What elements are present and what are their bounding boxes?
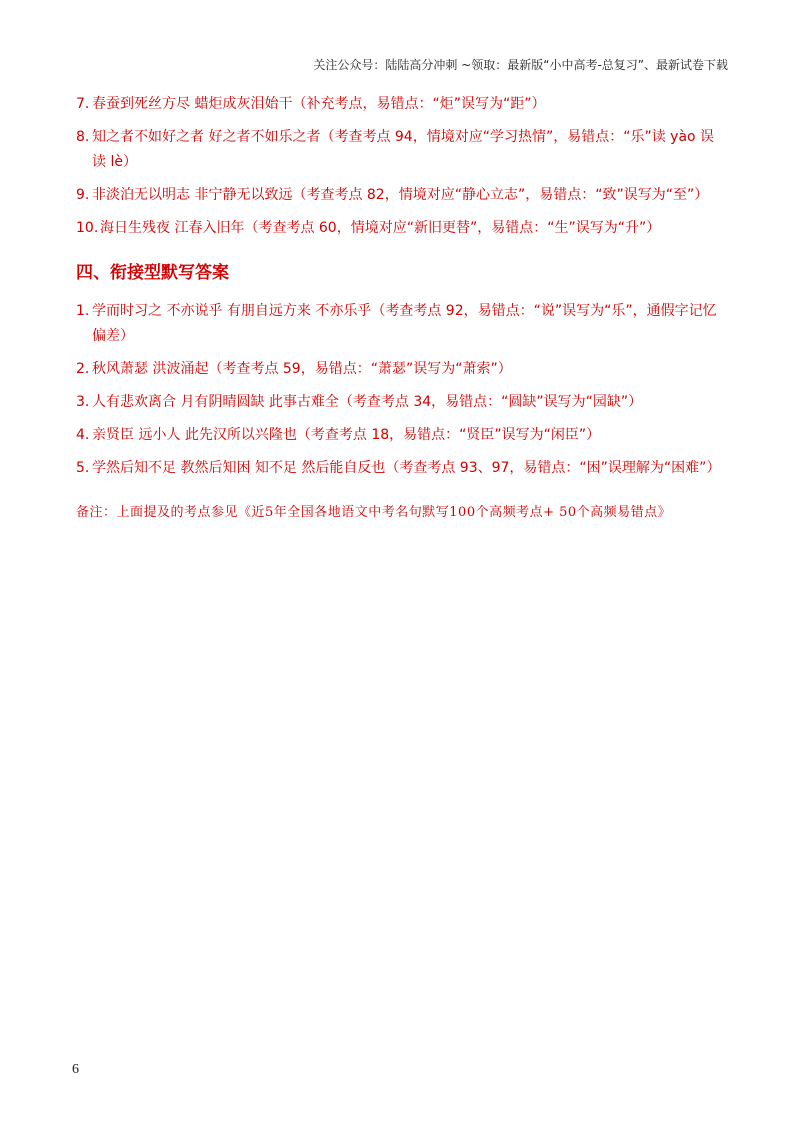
item-number: 7. xyxy=(76,96,90,112)
item-number: 5. xyxy=(76,460,90,476)
list-item xyxy=(76,183,728,208)
page-content xyxy=(76,92,728,525)
page-header: 关注公众号：陆陆高分冲刺 ~领取：最新版“小中高考-总复习”、最新试卷下载 xyxy=(313,58,728,72)
item-number: 8. xyxy=(76,129,90,145)
list-item xyxy=(76,92,728,117)
list-item xyxy=(76,357,728,382)
list-item xyxy=(76,423,728,448)
item-text: 亲贤臣 远小人 此先汉所以兴隆也（考查考点 18，易错点：“贤臣”误写为“闲臣”） xyxy=(92,427,601,443)
item-text: 海日生残夜 江春入旧年（考查考点 60，情境对应“新旧更替”，易错点：“生”误写为“升”） xyxy=(100,220,661,236)
item-number: 3. xyxy=(76,394,90,410)
list-item xyxy=(76,216,728,241)
section-heading: 四、衔接型默写答案 xyxy=(76,263,229,283)
item-number: 2. xyxy=(76,361,90,377)
list-item xyxy=(76,125,728,175)
item-number: 9. xyxy=(76,187,90,203)
footnote: 备注：上面提及的考点参见《近5年全国各地语文中考名句默写100个高频考点+ 50个高频易错点》 xyxy=(76,505,672,520)
item-text: 学而时习之 不亦说乎 有朋自远方来 不亦乐乎（考查考点 92，易错点：“说”误写为“乐”，通假字记忆偏差） xyxy=(92,303,717,344)
item-text: 知之者不如好之者 好之者不如乐之者（考查考点 94，情境对应“学习热情”，易错点：“乐”读 yào 误读 lè） xyxy=(92,129,715,170)
item-text: 学然后知不足 教然后知困 知不足 然后能自反也（考查考点 93、97，易错点：“困”误理解为“困难”） xyxy=(92,460,721,476)
item-number: 1. xyxy=(76,303,90,319)
item-text: 非淡泊无以明志 非宁静无以致远（考查考点 82，情境对应“静心立志”，易错点：“致”误写为“至”） xyxy=(92,187,709,203)
item-number: 10. xyxy=(76,220,99,236)
item-number: 4. xyxy=(76,427,90,443)
item-text: 春蚕到死丝方尽 蜡炬成灰泪始干（补充考点，易错点：“炬”误写为“距”） xyxy=(92,96,546,112)
list-item xyxy=(76,390,728,415)
page-number: 6 xyxy=(72,1062,79,1077)
item-text: 人有悲欢离合 月有阴晴圆缺 此事古难全（考查考点 34，易错点：“圆缺”误写为“园缺”） xyxy=(92,394,643,410)
list-item xyxy=(76,456,728,481)
list-item xyxy=(76,299,728,349)
item-text: 秋风萧瑟 洪波涌起（考查考点 59，易错点：“萧瑟”误写为“萧索”） xyxy=(92,361,512,377)
